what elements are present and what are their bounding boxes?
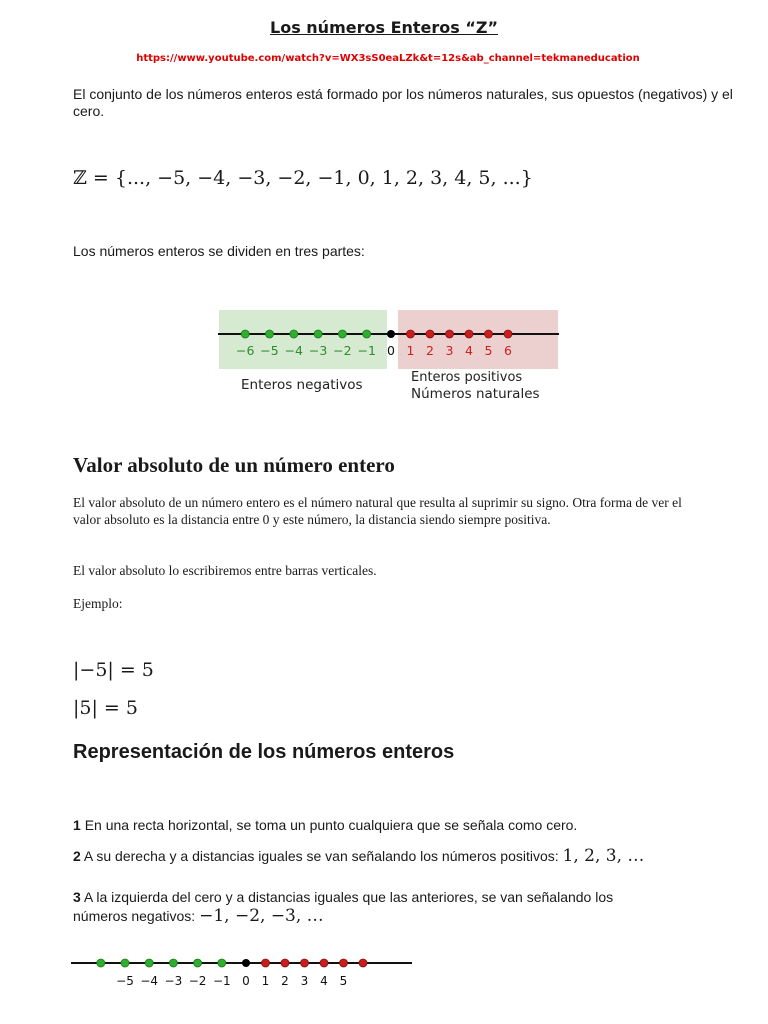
- label-negative: Enteros negativos: [241, 377, 363, 393]
- point-negative: [266, 330, 274, 338]
- tick-label-positive: 3: [300, 974, 309, 988]
- point-negative: [97, 959, 105, 967]
- point-positive: [320, 959, 328, 967]
- divide-text: Los números enteros se dividen en tres partes:: [73, 243, 365, 259]
- tick-label-negative: −2: [333, 343, 352, 358]
- point-negative: [338, 330, 346, 338]
- tick-label-negative: −3: [164, 974, 183, 988]
- tick-label-negative: −4: [140, 974, 159, 988]
- point-positive: [407, 330, 415, 338]
- tick-label-negative: −3: [308, 343, 328, 358]
- example-2: |5| = 5: [73, 697, 138, 719]
- point-positive: [485, 330, 493, 338]
- point-zero: [242, 959, 250, 967]
- label-positive: Enteros positivos: [411, 370, 523, 385]
- step-3-text-1: A la izquierda del cero y a distancias iguales que las anteriores, se van señalando los: [83, 889, 614, 905]
- point-positive: [465, 330, 473, 338]
- point-negative: [218, 959, 226, 967]
- step-2-math: 1, 2, 3, …: [562, 846, 645, 866]
- heading-representation: Representación de los números enteros: [73, 741, 455, 763]
- point-positive: [301, 959, 309, 967]
- point-positive: [426, 330, 434, 338]
- tick-label-positive: 5: [339, 974, 348, 988]
- tick-label-negative: −5: [116, 974, 134, 988]
- step-2-text: A su derecha y a distancias iguales se van señalando los números positivos:: [83, 848, 559, 864]
- step-1-text: En una recta horizontal, se toma un punto cualquiera que se señala como cero.: [84, 817, 578, 833]
- point-negative: [241, 330, 249, 338]
- tick-label-negative: −6: [235, 343, 255, 358]
- point-negative: [363, 330, 371, 338]
- bars-text: El valor absoluto lo escribiremos entre barras verticales.: [73, 563, 377, 578]
- positive-region: [398, 310, 558, 369]
- number-line-diagram: [218, 309, 560, 405]
- step-3: [73, 888, 713, 926]
- point-zero: [387, 330, 395, 338]
- point-negative: [145, 959, 153, 967]
- negative-region: [219, 310, 387, 369]
- tick-label-positive: 1: [261, 974, 270, 988]
- example-1: |−5| = 5: [73, 659, 154, 681]
- tick-label-negative: −5: [260, 343, 279, 358]
- tick-label-negative: −4: [284, 343, 304, 358]
- point-positive: [340, 959, 348, 967]
- point-positive: [281, 959, 289, 967]
- tick-label-positive: 5: [484, 343, 493, 358]
- tick-label-negative: −2: [188, 974, 207, 988]
- page-title: Los números Enteros “Z”: [270, 18, 498, 37]
- point-negative: [194, 959, 202, 967]
- tick-label-positive: 4: [465, 343, 473, 358]
- tick-label-negative: −1: [357, 343, 376, 358]
- step-1-number: 1: [73, 817, 81, 833]
- tick-label-positive: 2: [426, 343, 434, 358]
- step-3-math: −1, −2, −3, …: [199, 906, 324, 926]
- label-natural: Números naturales: [411, 386, 540, 402]
- point-negative: [314, 330, 322, 338]
- number-line-simple: [71, 954, 415, 990]
- step-1: [73, 817, 577, 834]
- tick-label-positive: 4: [320, 974, 328, 988]
- step-2: [73, 848, 644, 865]
- tick-label-zero: 0: [387, 343, 395, 358]
- step-3-number: 3: [73, 889, 81, 905]
- tick-label-positive: 3: [445, 343, 454, 358]
- absolute-value-paragraph: El valor absoluto de un número entero es el número natural que resulta al suprimir su signo. Otra forma de ver el valor absoluto es la distancia entre 0 y este número, la distancia siendo siempre positiva.: [73, 495, 682, 527]
- point-negative: [121, 959, 129, 967]
- tick-label-positive: 6: [504, 343, 512, 358]
- tick-label-positive: 1: [406, 343, 415, 358]
- point-positive: [262, 959, 270, 967]
- step-3-text-2: números negativos:: [73, 908, 196, 924]
- example-label: Ejemplo:: [73, 596, 123, 611]
- youtube-link[interactable]: https://www.youtube.com/watch?v=WX3sS0eaLZk&t=12s&ab_channel=tekmaneducation: [136, 53, 640, 64]
- point-negative: [169, 959, 177, 967]
- point-negative: [290, 330, 298, 338]
- point-positive: [359, 959, 367, 967]
- point-positive: [446, 330, 454, 338]
- set-formula: ℤ = {..., −5, −4, −3, −2, −1, 0, 1, 2, 3, 4, 5, ...}: [73, 167, 533, 189]
- tick-label-negative: −1: [212, 974, 231, 988]
- heading-absolute-value: Valor absoluto de un número entero: [73, 453, 395, 477]
- intro-paragraph: El conjunto de los números enteros está formado por los números naturales, sus opuestos (negativos) y el cero.: [73, 86, 733, 119]
- point-positive: [504, 330, 512, 338]
- tick-label-zero: 0: [242, 974, 250, 988]
- step-2-number: 2: [73, 848, 81, 864]
- tick-label-positive: 2: [281, 974, 289, 988]
